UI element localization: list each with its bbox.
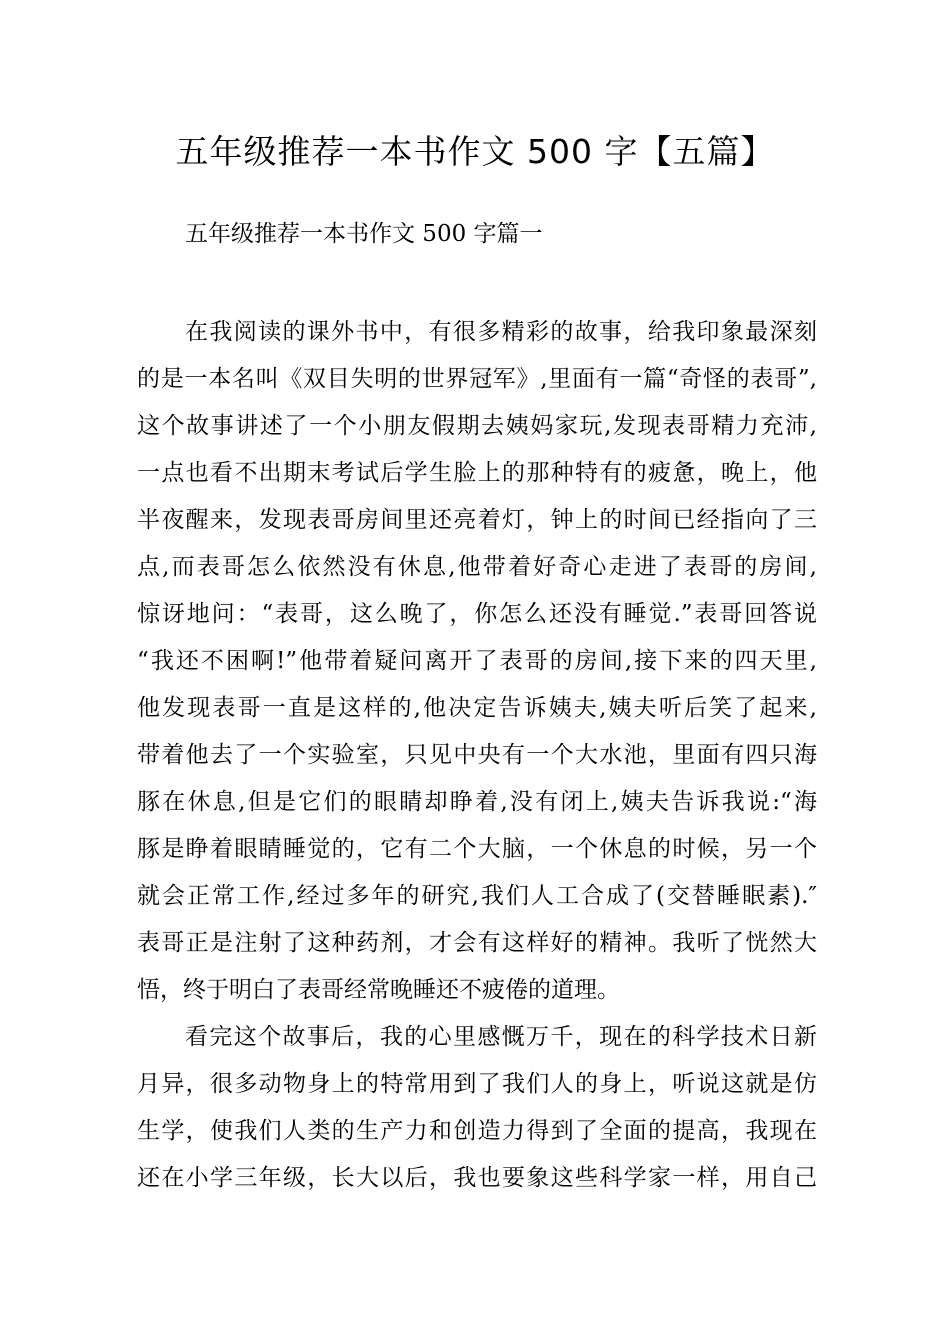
text-line: 带着他去了一个实验室，只见中央有一个大水池，里面有四只海 bbox=[137, 742, 817, 768]
text-line: 看完这个故事后，我的心里感慨万千，现在的科学技术日新 bbox=[185, 1024, 817, 1050]
text-line: 生学，使我们人类的生产力和创造力得到了全面的提高，我现在 bbox=[137, 1118, 817, 1144]
text-line: 点,而表哥怎么依然没有休息,他带着好奇心走进了表哥的房间, bbox=[137, 554, 817, 580]
body-text bbox=[137, 309, 817, 1202]
text-line: 半夜醒来，发现表哥房间里还亮着灯，钟上的时间已经指向了三 bbox=[137, 507, 817, 533]
section-heading: 五年级推荐一本书作文 500 字篇一 bbox=[185, 221, 543, 247]
text-line: 月异，很多动物身上的特常用到了我们人的身上，听说这就是仿 bbox=[137, 1071, 817, 1097]
text-line: 表哥正是注射了这种药剂，才会有这样好的精神。我听了恍然大 bbox=[137, 930, 817, 956]
text-line: 还在小学三年级，长大以后，我也要象这些科学家一样，用自己 bbox=[137, 1165, 817, 1191]
text-line: 一点也看不出期末考试后学生脸上的那种特有的疲惫，晚上，他 bbox=[137, 460, 817, 486]
text-line: 悟，终于明白了表哥经常晚睡还不疲倦的道理。 bbox=[137, 977, 620, 1003]
text-line: 他发现表哥一直是这样的,他决定告诉姨夫,姨夫听后笑了起来, bbox=[137, 695, 817, 721]
paragraph-2 bbox=[137, 1014, 817, 1202]
text-line: 惊讶地问：“表哥，这么晚了，你怎么还没有睡觉.”表哥回答说 bbox=[137, 601, 817, 627]
text-line: 豚是睁着眼睛睡觉的，它有二个大脑，一个休息的时候，另一个 bbox=[137, 836, 817, 862]
document-title: 五年级推荐一本书作文 500 字【五篇】 bbox=[175, 132, 775, 171]
text-line: “我还不困啊!”他带着疑问离开了表哥的房间,接下来的四天里, bbox=[137, 648, 817, 674]
text-line: 这个故事讲述了一个小朋友假期去姨妈家玩,发现表哥精力充沛, bbox=[137, 413, 817, 439]
text-line: 就会正常工作,经过多年的研究,我们人工合成了(交替睡眠素).″ bbox=[137, 883, 817, 909]
text-line: 的是一本名叫《双目失明的世界冠军》,里面有一篇“奇怪的表哥”, bbox=[137, 366, 817, 392]
paragraph-1 bbox=[137, 309, 817, 1014]
text-line: 豚在休息,但是它们的眼睛却睁着,没有闭上,姨夫告诉我说:“海 bbox=[137, 789, 817, 815]
text-line: 在我阅读的课外书中，有很多精彩的故事，给我印象最深刻 bbox=[185, 319, 817, 345]
